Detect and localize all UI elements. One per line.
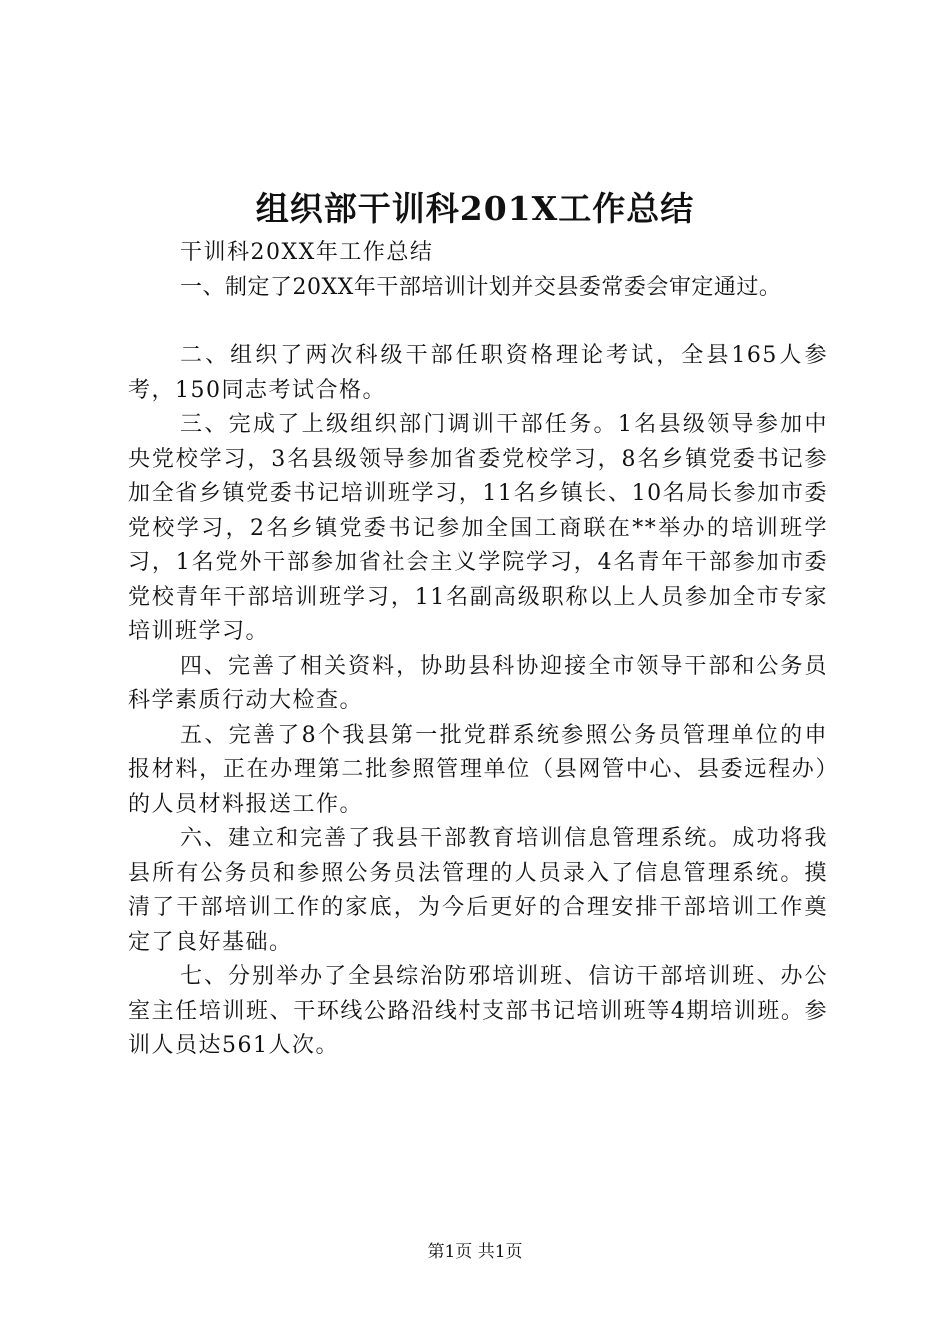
paragraph-item-4: 四、完善了相关资料，协助县科协迎接全市领导干部和公务员科学素质行动大检查。 [128,653,828,713]
paragraph-item-7: 七、分别举办了全县综治防邪培训班、信访干部培训班、办公室主任培训班、干环线公路沿线村支部书记培训班等4期培训班。参训人员达561人次。 [128,964,828,1058]
paragraph-heading: 干训科20XX年工作总结 [180,240,434,265]
paragraph-item-3: 三、完成了上级组织部门调训干部任务。1名县级领导参加中央党校学习，3名县级领导参加省委党校学习，8名乡镇党委书记参加全省乡镇党委书记培训班学习，11名乡镇长、10名局长参加市委党校学习，2名乡镇党委书记参加全国工商联在**举办的培训班学习，1名党外干部参加省社会主义学院学习，4名青年干部参加市委党校青年干部培训班学习，11名副高级职称以上人员参加全市专家培训班学习。 [128,412,828,644]
paragraph-item-5: 五、完善了8个我县第一批党群系统参照公务员管理单位的申报材料，正在办理第二批参照管理单位（县网管中心、县委远程办）的人员材料报送工作。 [128,722,828,817]
document-title: 组织部干训科201X工作总结 [255,189,695,228]
page-footer: 第1页 共1页 [427,1242,523,1262]
paragraph-item-2: 二、组织了两次科级干部任职资格理论考试，全县165人参考，150同志考试合格。 [128,343,828,403]
paragraph-item-6: 六、建立和完善了我县干部教育培训信息管理系统。成功将我县所有公务员和参照公务员法管理的人员录入了信息管理系统。摸清了干部培训工作的家底，为今后更好的合理安排干部培训工作奠定了良好基础。 [128,826,828,955]
document-body [128,236,828,1064]
paragraph-item-1: 一、制定了20XX年干部培训计划并交县委常委会审定通过。 [180,274,782,300]
